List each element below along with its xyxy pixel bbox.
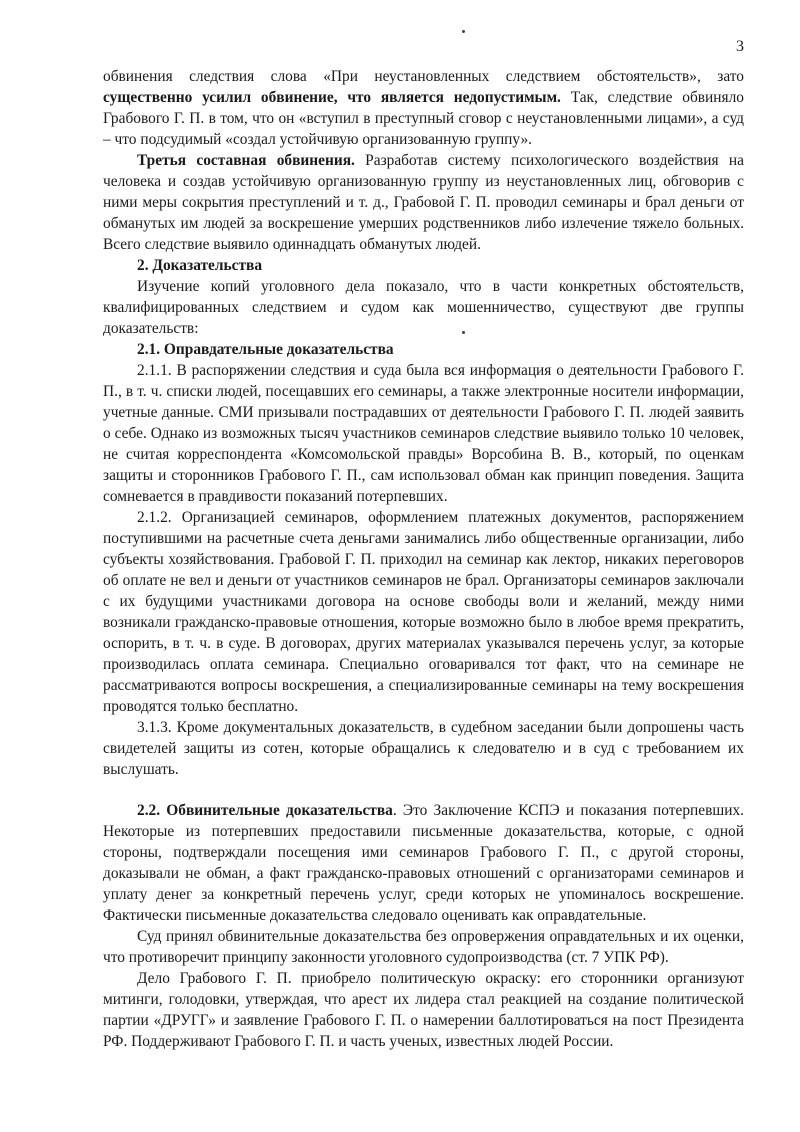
blank-line [103,780,744,800]
heading-evidence: 2. Доказательства [137,257,263,274]
page-number: 3 [736,38,744,55]
paragraph-1: обвинения следствия слова «При неустановленных следствием обстоятельств», зато существенно усилил обвинение, что является недопустимым. Так, следствие обвиняло Грабового Г. П. в том, что он «вступил в преступный сговор с неустановленными лицами», а суд – что подсудимый «создал устойчивую организованную группу». [103,68,744,148]
scan-speck [462,331,465,334]
paragraph-8: Суд принял обвинительные доказательства без опровержения оправдательных и их оценки, что противоречит принципу законности уголовного судопроизводства (ст. 7 УПК РФ). [103,928,744,966]
paragraph-4: 2.1.1. В распоряжении следствия и суда была вся информация о деятельности Грабового Г. П., в т. ч. списки людей, посещавших его семинары, а также электронные носители информации, учетные данные. СМИ призывали пострадавших от деятельности Грабового Г. П. людей заявить о себе. Однако из возможных тысяч участников семинаров следствие выявило только 10 человек, не считая корреспондента «Комсомольской правды» Ворсобина В. В., который, по оценкам защиты и сторонников Грабового Г. П., сам использовал обман как принцип поведения. Защита сомневается в правдивости показаний потерпевших. [103,362,744,505]
paragraph-2: Третья составная обвинения. Разработав систему психологического воздействия на человека и создав устойчивую организованную группу из неустановленных лиц, обговорив с ними меры сокрытия преступлений и т. д., Грабовой Г. П. проводил семинары и брал деньги от обманутых им людей за воскрешение умерших родственников либо излечение тяжело больных. Всего следствие выявило одиннадцать обманутых людей. [103,152,744,253]
paragraph-5: 2.1.2. Организацией семинаров, оформлением платежных документов, распоряжением поступившими на расчетные счета деньгами занимались либо общественные организации, либо субъекты хозяйствования. Грабовой Г. П. приходил на семинар как лектор, никаких переговоров об оплате не вел и деньги от участников семинаров не брал. Организаторы семинаров заключали с их будущими участниками договора на основе свободы воли и желаний, между ними возникали гражданско-правовые отношения, которые возможно было в любое время прекратить, оспорить, в т. ч. в суде. В договорах, других материалах указывался перечень услуг, за которые производилась оплата семинара. Специально оговаривался тот факт, что на семинаре не рассматриваются вопросы воскрешения, а специализированные семинары на тему воскрешения проводятся только бесплатно. [103,509,744,715]
heading-exculpatory-evidence: 2.1. Оправдательные доказательства [137,341,394,358]
paragraph-6: 3.1.3. Кроме документальных доказательств, в судебном заседании были допрошены часть свидетелей защиты из сотен, которые обращались к следователю и в суд с требованием их выслушать. [103,719,744,778]
scan-speck [462,30,465,33]
paragraph-7: 2.2. Обвинительные доказательства. Это Заключение КСПЭ и показания потерпевших. Некоторые из потерпевших предоставили письменные доказательства, которые, с одной стороны, подтверждали посещения ими семинаров Грабового Г. П., с другой стороны, доказывали не обман, а факт гражданско-правовых отношений с организаторами семинаров и уплату денег за конкретный перечень услуг, среди которых не упоминалось воскрешение. Фактически письменные доказательства следовало оценивать как оправдательные. [103,802,744,924]
paragraph-9: Дело Грабового Г. П. приобрело политическую окраску: его сторонники организуют митинги, голодовки, утверждая, что арест их лидера стал реакцией на создание политической партии «ДРУГГ» и заявление Грабового Г. П. о намерении баллотироваться на пост Президента РФ. Поддерживают Грабового Г. П. и часть ученых, известных людей России. [103,970,744,1050]
paragraph-3: Изучение копий уголовного дела показало, что в части конкретных обстоятельств, квалифицированных следствием и судом как мошенничество, существуют две группы доказательств: [103,278,744,337]
